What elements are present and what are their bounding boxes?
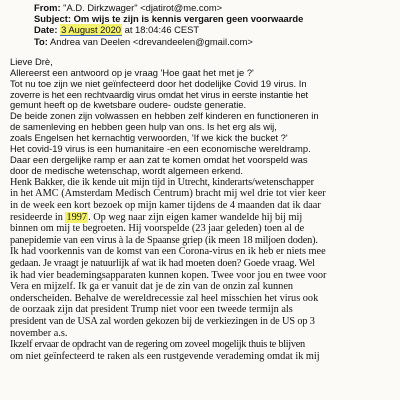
body-line: november a.s. xyxy=(10,327,68,339)
body-line: gemunt heeft op de kwetsbare oudere- oudste generatie. xyxy=(10,99,247,111)
body-line: Daar een dergelijke ramp er aan zat te komen omdat het voorspeld was xyxy=(10,153,308,165)
to-label: To: xyxy=(34,35,48,47)
body-line: zoverre is het een rechtvaardig virus omdat het virus in eerste instantie het xyxy=(10,88,308,100)
highlighted-year: 1997 xyxy=(66,211,88,223)
body-line: door de medische wetenschap, wordt algemeen erkend. xyxy=(10,164,243,176)
body-line: in de week een kort bezoek op mijn kamer tijdens de 4 maanden dat ik daar xyxy=(10,199,321,211)
body-line: de samenleving en hebben geen hulp van ons. Is het erg als wij, xyxy=(10,121,277,133)
body-line: panepidemie van een virus à la de Spaanse griep (ik meen 18 miljoen doden). xyxy=(10,234,318,246)
body-line: gedaan. Je vraagt je natuurlijk af wat ik had moeten doen? Goede vraag. Wel xyxy=(10,257,315,269)
header-date xyxy=(34,24,394,35)
residence-rest: . Op weg naar zijn eigen kamer wandelde hij bij mij xyxy=(88,211,303,223)
body-line: de oorzaak zijn dat president Trump niet voor een tweede termijn als xyxy=(10,304,293,316)
subject-value: Om wijs te zijn is kennis vergaren geen voorwaarde xyxy=(73,13,304,25)
from-label: From: xyxy=(34,2,61,13)
body-line: president van de USA zal worden gekozen bij de verkiezingen in de US op 3 xyxy=(10,315,315,327)
header-from xyxy=(34,2,394,13)
to-value: Andrea van Deelen <drevandeelen@gmail.com> xyxy=(49,35,253,47)
body-line: Lieve Drè, xyxy=(10,55,53,67)
header-subject xyxy=(34,13,394,24)
body-line: onderscheiden. Behalve de wereldrecessie zal heel misschien het virus ook xyxy=(10,292,319,304)
body-line: in het AMC (Amsterdam Medisch Centrum) bracht mij wel drie tot vier keer xyxy=(10,188,326,200)
body-line-residence xyxy=(10,212,394,224)
date-rest: at 18:04:46 CEST xyxy=(124,24,200,36)
body-line: Allereerst een antwoord op je vraag 'Hoe gaat het met je ?' xyxy=(10,66,254,78)
body-line: zoals Engelsen het kernachtig verwoorden, 'If we kick the bucket ?' xyxy=(10,132,288,144)
header-to xyxy=(34,36,394,47)
date-highlighted: 3 August 2020 xyxy=(61,24,122,36)
body-line: De beide zonen zijn volwassen en hebben zelf kinderen en functioneren in xyxy=(10,110,319,122)
body-line: binnen om mij te begroeten. Hij voorspelde (23 jaar geleden) toen al de xyxy=(10,223,305,235)
body-line: Vera en mijzelf. Ik ga er vanuit dat je de zin van de onzin zal kunnen xyxy=(10,281,294,293)
body-line: om niet geïnfecteerd te raken als een rustgevende verademing omdat ik mij xyxy=(10,350,320,362)
body-line: ik had vier beademingsapparaten kunnen kopen. Twee voor jou en twee voor xyxy=(10,269,327,281)
body-line: Ik had voorkennis van de komst van een Corona-virus en ik heb er niets mee xyxy=(10,246,326,258)
body-line: Ikzelf ervaar de opdracht van de regering om zoveel mogelijk thuis te blijven xyxy=(10,339,305,351)
date-label: Date: xyxy=(34,24,58,36)
body-line: Henk Bakker, die ik kende uit mijn tijd in Utrecht, kinderarts/wetenschapper xyxy=(10,176,314,188)
body-line: Het covid-19 virus is een humanitaire -en een economische wereldramp. xyxy=(10,143,311,155)
residence-prefix: resideerde in xyxy=(10,211,63,223)
from-value: "A.D. Dirkzwager" <djatirot@me.com> xyxy=(63,2,223,13)
body-line: Tot nu toe zijn we niet geïnfecteerd door het dodelijke Covid 19 virus. In xyxy=(10,77,307,89)
subject-label: Subject: xyxy=(34,13,71,25)
